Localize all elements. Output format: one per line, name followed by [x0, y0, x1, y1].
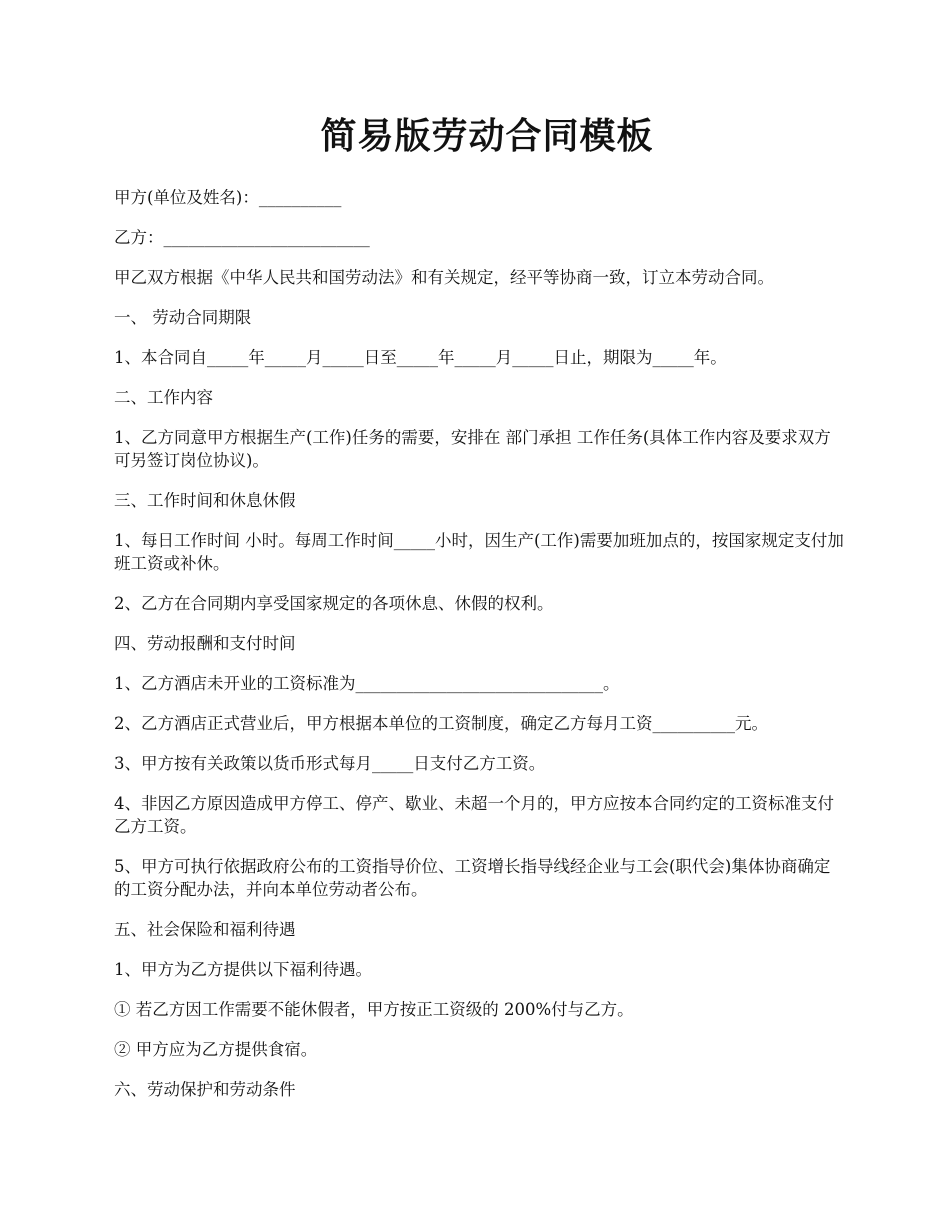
section-heading-social-insurance: 五、社会保险和福利待遇 — [114, 920, 296, 939]
clause-working-hours-2: 2、乙方在合同期内享受国家规定的各项休息、休假的权利。 — [114, 594, 554, 613]
section-heading-work-content: 二、工作内容 — [114, 388, 213, 407]
section-heading-remuneration: 四、劳动报酬和支付时间 — [114, 634, 296, 653]
section-heading-labor-protection: 六、劳动保护和劳动条件 — [114, 1080, 296, 1099]
preamble-paragraph: 甲乙双方根据《中华人民共和国劳动法》和有关规定，经平等协商一致，订立本劳动合同。 — [114, 268, 774, 287]
clause-work-content-1: 1、乙方同意甲方根据生产(工作)任务的需要，安排在 部门承担 工作任务(具体工作内容及要求双方可另签订岗位协议)。 — [114, 428, 831, 470]
party-b-line: 乙方：_________________________ — [114, 228, 370, 247]
party-a-line: 甲方(单位及姓名)：__________ — [114, 188, 342, 207]
section-heading-contract-term: 一、 劳动合同期限 — [114, 308, 252, 327]
document-title: 简易版劳动合同模板 — [320, 115, 654, 157]
benefit-item-1: ① 若乙方因工作需要不能休假者，甲方按正工资级的 200%付与乙方。 — [114, 1000, 634, 1019]
clause-remuneration-2: 2、乙方酒店正式营业后，甲方根据本单位的工资制度，确定乙方每月工资__________元。 — [114, 714, 768, 733]
benefit-item-2: ② 甲方应为乙方提供食宿。 — [114, 1040, 318, 1059]
clause-contract-term-1: 1、本合同自_____年_____月_____日至_____年_____月_____日止，期限为_____年。 — [114, 348, 727, 367]
clause-remuneration-3: 3、甲方按有关政策以货币形式每月_____日支付乙方工资。 — [114, 754, 546, 773]
section-heading-working-hours: 三、工作时间和休息休假 — [114, 491, 296, 510]
clause-remuneration-4: 4、非因乙方原因造成甲方停工、停产、歇业、未超一个月的，甲方应按本合同约定的工资标准支付乙方工资。 — [114, 794, 834, 836]
clause-working-hours-1: 1、每日工作时间 小时。每周工作时间_____小时，因生产(工作)需要加班加点的，按国家规定支付加班工资或补休。 — [114, 531, 844, 573]
clause-remuneration-1: 1、乙方酒店未开业的工资标准为______________________________。 — [114, 674, 620, 693]
clause-remuneration-5: 5、甲方可执行依据政府公布的工资指导价位、工资增长指导线经企业与工会(职代会)集体协商确定的工资分配办法，并向本单位劳动者公布。 — [114, 857, 831, 899]
clause-benefits-1: 1、甲方为乙方提供以下福利待遇。 — [114, 960, 372, 979]
